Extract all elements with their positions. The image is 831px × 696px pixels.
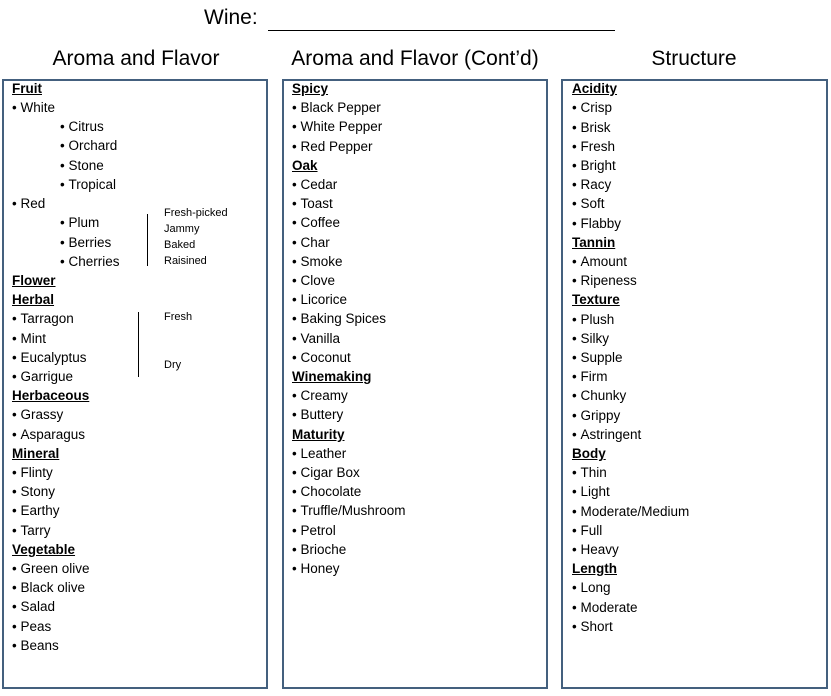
body-heading: Body	[572, 446, 606, 461]
list-item: • Red	[12, 196, 45, 212]
herbaceous-heading: Herbaceous	[12, 388, 90, 403]
list-item: • Full	[572, 523, 602, 539]
list-item: • Cherries	[60, 254, 120, 270]
list-item: • Flabby	[572, 216, 621, 232]
list-item: • Racy	[572, 177, 611, 193]
list-item: • Thin	[572, 465, 607, 481]
herbal-notes-divider	[138, 312, 139, 377]
list-item: • Cigar Box	[292, 465, 360, 481]
fruit-heading: Fruit	[12, 81, 42, 96]
list-item: • Beans	[12, 638, 59, 654]
list-item: • Tarragon	[12, 311, 74, 327]
list-item: • Red Pepper	[292, 139, 373, 155]
list-item: • Supple	[572, 350, 623, 366]
mineral-heading: Mineral	[12, 446, 60, 461]
list-item: • White	[12, 100, 55, 116]
list-item: • Plush	[572, 312, 614, 328]
tannin-heading: Tannin	[572, 235, 616, 250]
list-item: • Chunky	[572, 388, 626, 404]
list-item: • Heavy	[572, 542, 619, 558]
red-note: Raisined	[164, 255, 207, 267]
list-item: • Grassy	[12, 407, 63, 423]
list-item: • Truffle/Mushroom	[292, 503, 406, 519]
list-item: • Earthy	[12, 503, 60, 519]
list-item: • Smoke	[292, 254, 343, 270]
list-item: • Eucalyptus	[12, 350, 87, 366]
list-item: • Toast	[292, 196, 333, 212]
wine-label: Wine:	[204, 6, 258, 29]
red-notes-divider	[147, 214, 148, 266]
list-item: • Baking Spices	[292, 311, 386, 327]
list-item: • Petrol	[292, 523, 336, 539]
texture-heading: Texture	[572, 292, 620, 307]
list-item: • Chocolate	[292, 484, 361, 500]
list-item: • Peas	[12, 619, 51, 635]
list-item: • Buttery	[292, 407, 343, 423]
acidity-heading: Acidity	[572, 81, 618, 96]
list-item: • Vanilla	[292, 331, 340, 347]
list-item: • Stony	[12, 484, 55, 500]
list-item: • Licorice	[292, 292, 347, 308]
list-item: • Clove	[292, 273, 335, 289]
oak-heading: Oak	[292, 158, 318, 173]
list-item: • Cedar	[292, 177, 337, 193]
list-item: • White Pepper	[292, 119, 382, 135]
list-item: • Brioche	[292, 542, 346, 558]
list-item: • Flinty	[12, 465, 53, 481]
list-item: • Grippy	[572, 408, 620, 424]
list-item: • Asparagus	[12, 427, 85, 443]
list-item: • Astringent	[572, 427, 641, 443]
list-item: • Tropical	[60, 177, 116, 193]
red-note: Baked	[164, 239, 196, 251]
list-item: • Firm	[572, 369, 607, 385]
flower-heading: Flower	[12, 273, 56, 288]
herbal-note: Dry	[164, 359, 182, 371]
list-item: • Soft	[572, 196, 605, 212]
list-item: • Berries	[60, 235, 111, 251]
red-note: Jammy	[164, 223, 200, 235]
list-item: • Crisp	[572, 100, 612, 116]
list-item: • Orchard	[60, 138, 117, 154]
list-item: • Moderate/Medium	[572, 504, 689, 520]
list-item: • Mint	[12, 331, 46, 347]
list-item: • Brisk	[572, 120, 610, 136]
herbal-heading: Herbal	[12, 292, 55, 307]
list-item: • Black Pepper	[292, 100, 381, 116]
list-item: • Silky	[572, 331, 609, 347]
list-item: • Green olive	[12, 561, 90, 577]
maturity-heading: Maturity	[292, 427, 345, 442]
list-item: • Long	[572, 580, 611, 596]
spicy-heading: Spicy	[292, 81, 329, 96]
column-title-structure: Structure	[651, 47, 737, 70]
list-item: • Stone	[60, 158, 104, 174]
red-note: Fresh-picked	[164, 207, 228, 219]
list-item: • Short	[572, 619, 613, 635]
list-item: • Light	[572, 484, 610, 500]
list-item: • Char	[292, 235, 330, 251]
list-item: • Amount	[572, 254, 627, 270]
list-item: • Leather	[292, 446, 346, 462]
list-item: • Tarry	[12, 523, 50, 539]
list-item: • Moderate	[572, 600, 638, 616]
column-title-aroma: Aroma and Flavor	[52, 47, 220, 70]
list-item: • Coffee	[292, 215, 340, 231]
list-item: • Citrus	[60, 119, 104, 135]
wine-name-line	[268, 30, 615, 31]
list-item: • Bright	[572, 158, 616, 174]
list-item: • Fresh	[572, 139, 615, 155]
herbal-note: Fresh	[164, 311, 193, 323]
list-item: • Garrigue	[12, 369, 73, 385]
list-item: • Salad	[12, 599, 55, 615]
list-item: • Creamy	[292, 388, 348, 404]
vegetable-heading: Vegetable	[12, 542, 76, 557]
list-item: • Ripeness	[572, 273, 637, 289]
winemaking-heading: Winemaking	[292, 369, 372, 384]
column-title-aroma-contd: Aroma and Flavor (Cont’d)	[291, 47, 539, 70]
list-item: • Black olive	[12, 580, 85, 596]
length-heading: Length	[572, 561, 617, 576]
list-item: • Coconut	[292, 350, 351, 366]
list-item: • Plum	[60, 215, 99, 231]
list-item: • Honey	[292, 561, 340, 577]
